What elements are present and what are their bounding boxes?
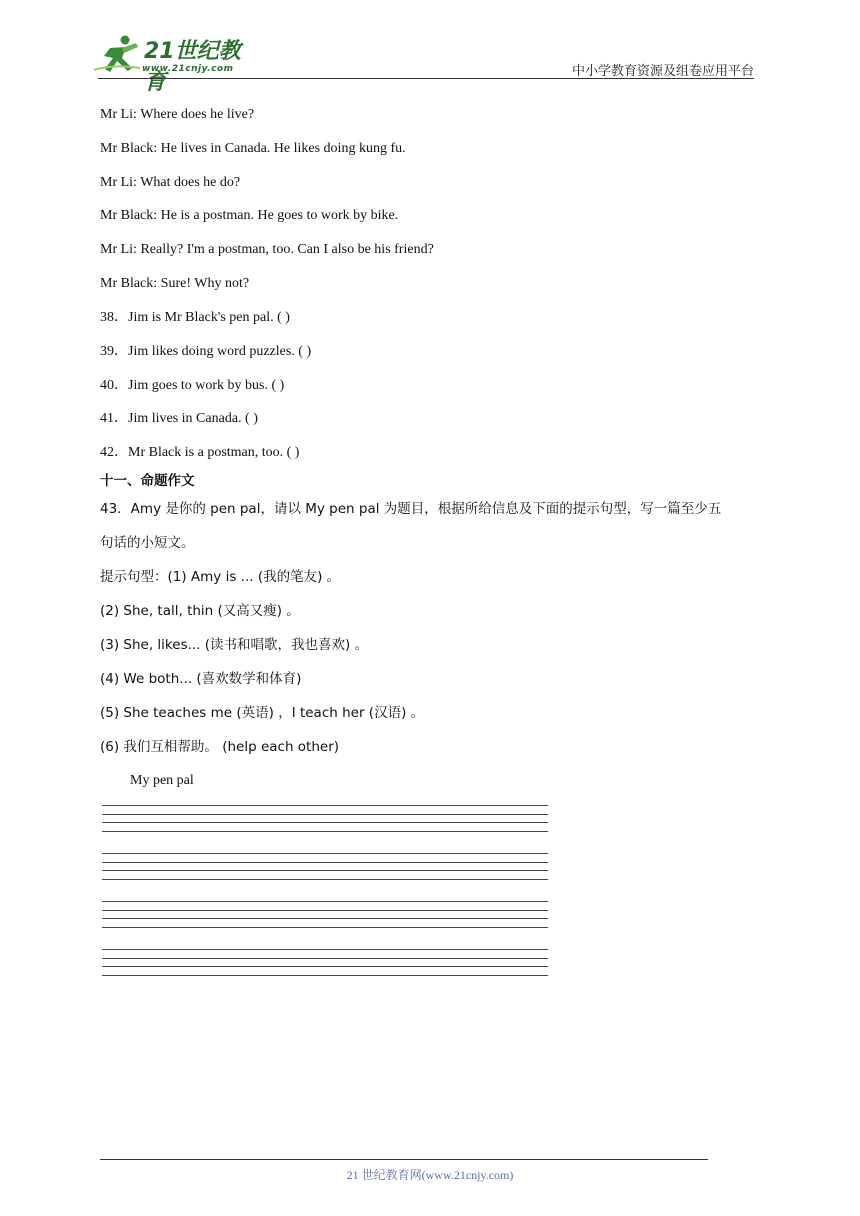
writing-line (102, 879, 548, 880)
site-logo (92, 34, 262, 95)
writing-line (102, 831, 548, 832)
essay-title: My pen pal (130, 773, 194, 788)
hint-2: (2) She, tall, thin (又高又瘦) 。 (100, 603, 300, 619)
writing-line (102, 910, 548, 911)
hint-4: (4) We both... (喜欢数学和体育) (100, 671, 302, 687)
header-platform-text: 中小学教育资源及组卷应用平台 (571, 64, 754, 79)
prompt-line-1: 43．Amy 是你的 pen pal，请以 My pen pal 为题目，根据所给信息及下面的提示句型，写一篇至少五 (100, 501, 722, 517)
logo-url: www.21cnjy.com (142, 64, 234, 74)
hint-5: (5) She teaches me (英语) ，I teach her (汉语) 。 (100, 705, 425, 721)
dialogue-line: Mr Li: Where does he live? (100, 107, 255, 122)
footer-text[interactable]: 21 世纪教育网(www.21cnjy.com) (346, 1168, 514, 1182)
writing-line (102, 814, 548, 815)
writing-line (102, 949, 548, 950)
footer-divider (100, 1159, 708, 1160)
dialogue-line: Mr Black: Sure! Why not? (100, 276, 250, 291)
writing-line (102, 958, 548, 959)
writing-line (102, 853, 548, 854)
writing-line (102, 805, 548, 806)
hint-1: 提示句型：(1) Amy is ... (我的笔友) 。 (100, 569, 341, 585)
writing-area[interactable] (102, 805, 548, 983)
header-divider (98, 78, 754, 79)
hint-3: (3) She, likes... (读书和唱歌，我也喜欢) 。 (100, 637, 369, 653)
logo-text: 21世纪教育 (144, 39, 241, 95)
question-42: 42．Mr Black is a postman, too. ( ) (100, 445, 300, 460)
writing-line (102, 966, 548, 967)
dialogue-line: Mr Black: He is a postman. He goes to work by bike. (100, 208, 399, 223)
writing-line (102, 870, 548, 871)
section-title: 十一、命题作文 (100, 473, 195, 489)
question-41: 41．Jim lives in Canada. ( ) (100, 411, 258, 426)
dialogue-line: Mr Black: He lives in Canada. He likes doing kung fu. (100, 141, 406, 156)
dialogue-line: Mr Li: What does he do? (100, 175, 241, 190)
prompt-line-2: 句话的小短文。 (100, 535, 195, 551)
question-38: 38．Jim is Mr Black's pen pal. ( ) (100, 310, 290, 325)
writing-line (102, 862, 548, 863)
writing-line (102, 975, 548, 976)
hint-6: (6) 我们互相帮助。 (help each other) (100, 739, 340, 755)
writing-line (102, 927, 548, 928)
question-39: 39．Jim likes doing word puzzles. ( ) (100, 344, 312, 359)
writing-line (102, 901, 548, 902)
dialogue-line: Mr Li: Really? I'm a postman, too. Can I also be his friend? (100, 242, 434, 257)
writing-line (102, 822, 548, 823)
runner-icon (92, 34, 144, 78)
question-40: 40．Jim goes to work by bus. ( ) (100, 378, 285, 393)
writing-line (102, 918, 548, 919)
